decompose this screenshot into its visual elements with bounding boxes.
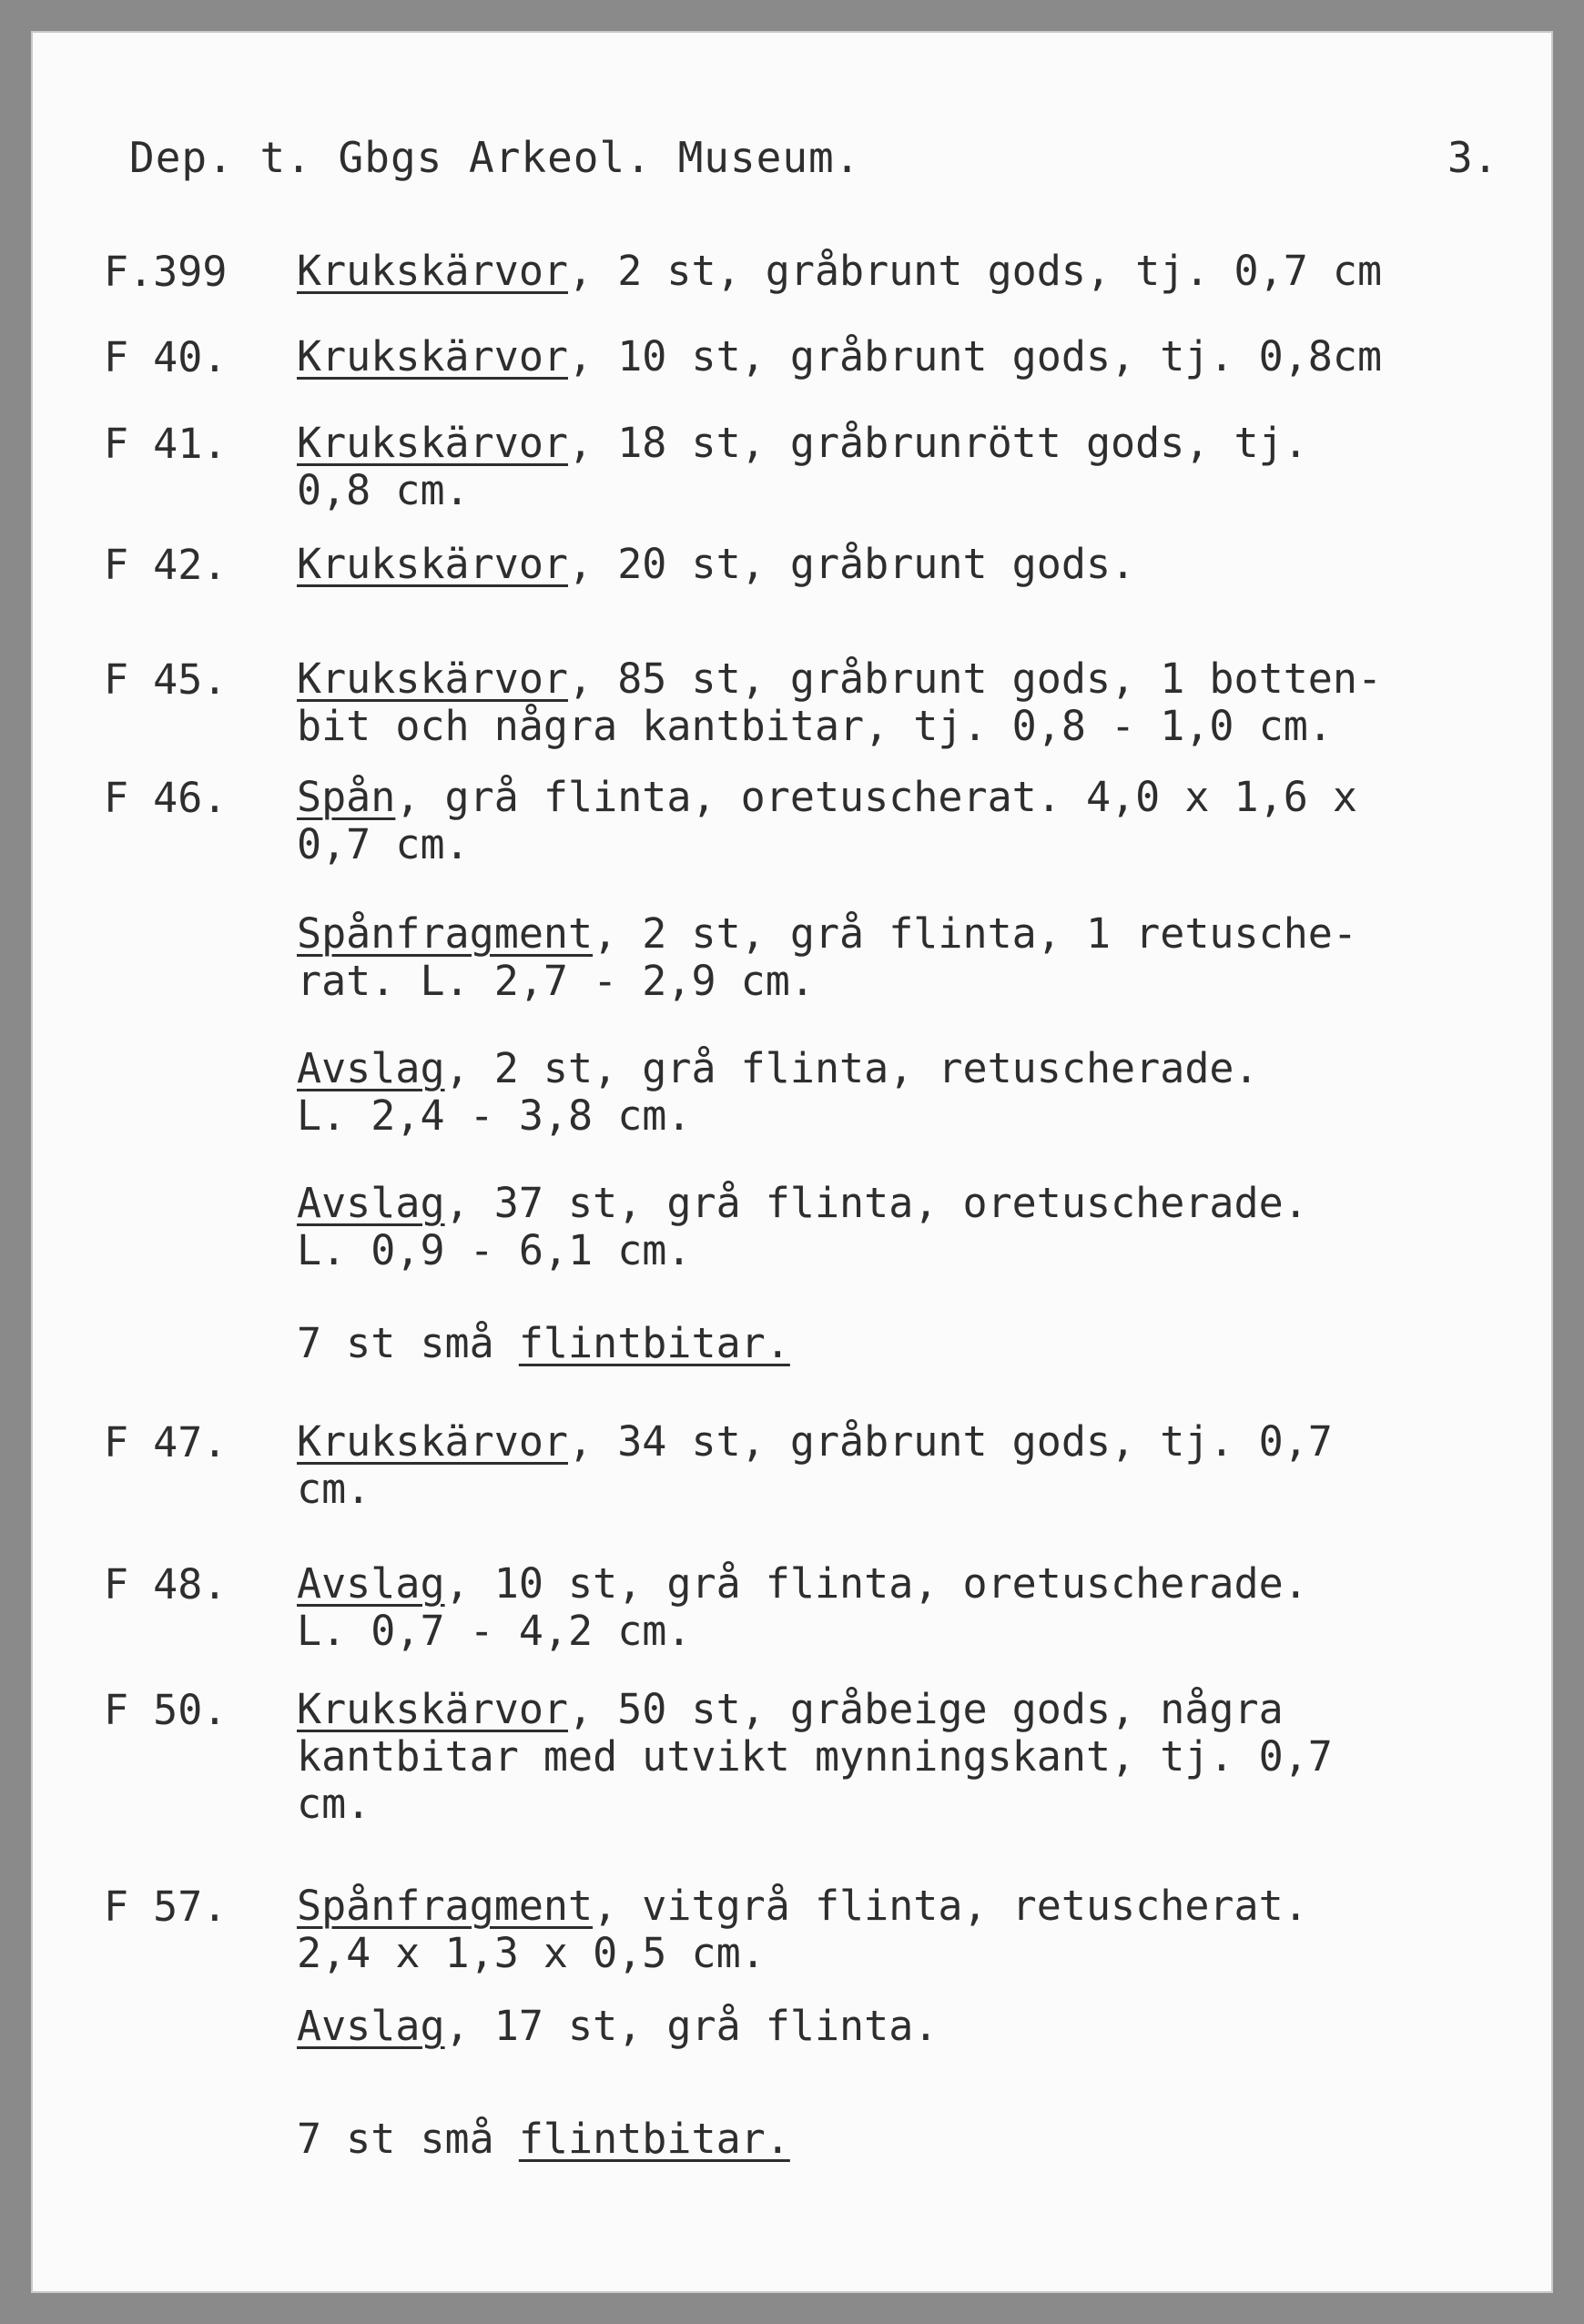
entry-number: F 46. [104, 774, 228, 822]
line-text: , 37 st, grå flinta, oretuscherade. [444, 1179, 1308, 1227]
line-text: L. 0,9 - 6,1 cm. [297, 1226, 692, 1274]
entry-number: F 47. [104, 1418, 228, 1466]
line-text: L. 2,4 - 3,8 cm. [297, 1091, 692, 1140]
entry-description [297, 1883, 1562, 1977]
description-line [297, 958, 1562, 1005]
line-text: rat. L. 2,7 - 2,9 cm. [297, 957, 815, 1005]
description-line [297, 1180, 1562, 1227]
line-text: , 2 st, gråbrunt gods, tj. 0,7 cm [568, 247, 1383, 295]
entry-description [297, 1686, 1562, 1828]
description-line [297, 1045, 1562, 1092]
entry-number: F 57. [104, 1883, 228, 1931]
entry-description [297, 910, 1562, 1005]
object-term: Avslag [297, 1044, 445, 1092]
entry-description [297, 541, 1562, 588]
entry-description [297, 2116, 1562, 2163]
description-line [297, 1227, 1562, 1274]
entry-number: F.399 [104, 248, 228, 296]
line-text: , 17 st, grå flinta. [444, 2002, 939, 2050]
object-term: Avslag [297, 1179, 445, 1227]
entry-description [297, 1560, 1562, 1655]
line-text: , 10 st, gråbrunt gods, tj. 0,8cm [568, 332, 1383, 381]
line-text: , 10 st, grå flinta, oretuscherade. [444, 1559, 1308, 1608]
entry-description [297, 1045, 1562, 1140]
description-line [297, 2116, 1562, 2163]
description-line [297, 774, 1562, 821]
description-line [297, 655, 1562, 703]
object-term: flintbitar. [518, 1319, 790, 1367]
object-term: Krukskärvor [297, 332, 569, 381]
description-line [297, 248, 1562, 295]
line-text: kantbitar med utvikt mynningskant, tj. 0,7 [297, 1732, 1333, 1781]
line-text: bit och några kantbitar, tj. 0,8 - 1,0 cm. [297, 702, 1333, 750]
description-line [297, 467, 1562, 514]
description-line [297, 1930, 1562, 1977]
entry-description [297, 2003, 1562, 2050]
description-line [297, 1733, 1562, 1781]
line-text: , grå flinta, oretuscherat. 4,0 x 1,6 x [395, 773, 1357, 821]
object-term: flintbitar. [518, 2115, 790, 2163]
line-prefix: 7 st små [297, 2115, 519, 2163]
entry-number: F 42. [104, 541, 228, 589]
entry-description [297, 774, 1562, 868]
object-term: Krukskärvor [297, 1417, 569, 1466]
line-text: , 20 st, gråbrunt gods. [568, 540, 1136, 588]
object-term: Spånfragment [297, 909, 594, 958]
description-line [297, 541, 1562, 588]
entry-description [297, 1320, 1562, 1367]
line-prefix: 7 st små [297, 1319, 519, 1367]
object-term: Krukskärvor [297, 1685, 569, 1733]
description-line [297, 910, 1562, 958]
line-text: 2,4 x 1,3 x 0,5 cm. [297, 1929, 766, 1977]
object-term: Krukskärvor [297, 419, 569, 467]
entry-number: F 40. [104, 333, 228, 381]
description-line [297, 1883, 1562, 1930]
entry-number: F 45. [104, 655, 228, 704]
line-text: cm. [297, 1465, 371, 1513]
line-text: 0,7 cm. [297, 820, 470, 868]
entry-number: F 48. [104, 1560, 228, 1609]
description-line [297, 1686, 1562, 1733]
line-text: , 18 st, gråbrunrött gods, tj. [568, 419, 1308, 467]
description-line [297, 1466, 1562, 1513]
object-term: Spånfragment [297, 1882, 594, 1930]
line-text: , 85 st, gråbrunt gods, 1 botten- [568, 655, 1383, 703]
line-text: L. 0,7 - 4,2 cm. [297, 1607, 692, 1655]
line-text: , 2 st, grå flinta, retuscherade. [444, 1044, 1259, 1092]
document-page [31, 31, 1553, 2293]
object-term: Avslag [297, 2002, 445, 2050]
description-line [297, 1092, 1562, 1140]
description-line [297, 1320, 1562, 1367]
line-text: , vitgrå flinta, retuscherat. [593, 1882, 1308, 1930]
object-term: Avslag [297, 1559, 445, 1608]
object-term: Krukskärvor [297, 247, 569, 295]
entry-number: F 41. [104, 420, 228, 468]
entry-description [297, 333, 1562, 381]
object-term: Spån [297, 773, 396, 821]
line-text: , 50 st, gråbeige gods, några [568, 1685, 1284, 1733]
description-line [297, 1608, 1562, 1655]
line-text: 0,8 cm. [297, 466, 470, 514]
description-line [297, 821, 1562, 868]
description-line [297, 703, 1562, 750]
entry-description [297, 1418, 1562, 1513]
page-header-title: Dep. t. Gbgs Arkeol. Museum. [129, 133, 861, 182]
description-line [297, 1781, 1562, 1828]
entry-description [297, 248, 1562, 295]
description-line [297, 1418, 1562, 1466]
entry-description [297, 1180, 1562, 1274]
line-text: , 34 st, gråbrunt gods, tj. 0,7 [568, 1417, 1333, 1466]
description-line [297, 420, 1562, 467]
line-text: , 2 st, grå flinta, 1 retusche- [593, 909, 1357, 958]
object-term: Krukskärvor [297, 540, 569, 588]
object-term: Krukskärvor [297, 655, 569, 703]
description-line [297, 1560, 1562, 1608]
entry-description [297, 655, 1562, 750]
description-line [297, 333, 1562, 381]
entry-description [297, 420, 1562, 514]
page-number: 3. [1447, 133, 1498, 182]
description-line [297, 2003, 1562, 2050]
line-text: cm. [297, 1780, 371, 1828]
entry-number: F 50. [104, 1686, 228, 1734]
